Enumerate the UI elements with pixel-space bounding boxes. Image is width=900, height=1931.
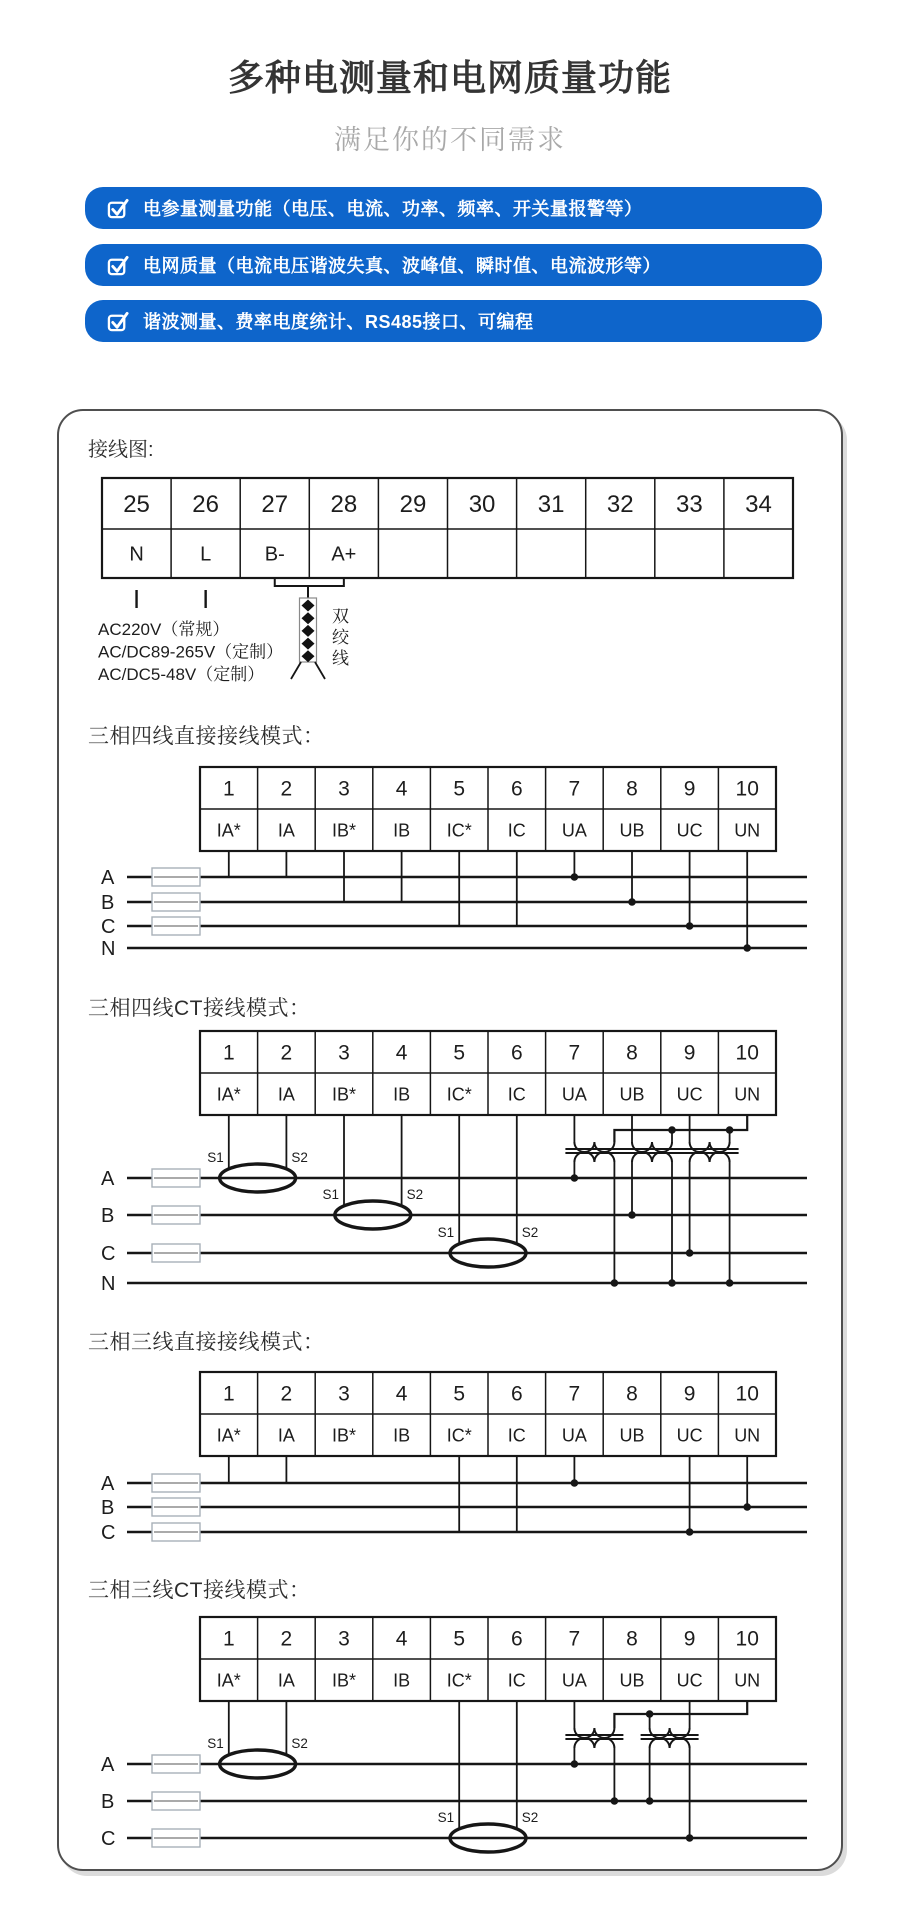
terminal-label: IB	[393, 1084, 411, 1105]
terminal-number: 1	[222, 1041, 235, 1065]
terminal-number: 28	[330, 491, 358, 519]
junction-dot	[571, 1174, 579, 1182]
fuse-icon	[152, 893, 200, 911]
phase-label: C	[101, 1522, 116, 1544]
junction-dot	[743, 1503, 751, 1511]
terminal-number: 10	[735, 777, 759, 801]
terminal-label: IA*	[216, 820, 241, 841]
phase-label: C	[101, 1828, 116, 1850]
phase-label: A	[101, 867, 115, 889]
junction-dot	[743, 944, 751, 952]
junction-dot	[646, 1797, 654, 1805]
phase-label: B	[101, 1497, 115, 1519]
feature-banner-1	[85, 187, 822, 229]
terminal-label: UC	[676, 1084, 703, 1105]
fuse-icon	[152, 868, 200, 886]
ct-coil	[207, 1701, 308, 1778]
terminal-label: UN	[734, 1425, 761, 1446]
checkbox-icon	[107, 310, 130, 333]
checkbox-icon	[107, 254, 130, 277]
ct-s2-label: S2	[521, 1810, 539, 1825]
ct-s2-label: S2	[521, 1225, 539, 1240]
fuse-icon	[152, 1244, 200, 1262]
terminal-label: IB	[393, 820, 411, 841]
diagram-title-four-wire-direct: 三相四线直接接线模式：	[88, 725, 325, 748]
terminal-number: 31	[537, 491, 565, 519]
feature-banner-2	[85, 244, 822, 286]
terminal-label: B-	[264, 543, 285, 566]
terminal-number: 6	[510, 1382, 523, 1406]
terminal-number: 33	[675, 491, 703, 519]
ct-coil	[207, 1115, 308, 1192]
ct-coil	[438, 1115, 539, 1267]
junction-dot	[628, 898, 636, 906]
phase-label: C	[101, 1243, 116, 1265]
phase-label: A	[101, 1473, 115, 1495]
terminal-number: 7	[568, 1382, 581, 1406]
phase-label: B	[101, 1205, 115, 1227]
terminal-number: 4	[395, 1382, 408, 1406]
power-option-label: AC/DC5-48V（定制）	[98, 665, 265, 684]
pt-transformer	[681, 1142, 739, 1162]
pt-transformer	[623, 1142, 681, 1162]
terminal-label: IC	[507, 820, 526, 841]
terminal-label: A+	[331, 543, 357, 566]
terminal-label: IB*	[331, 820, 357, 841]
ct-coil	[322, 1115, 423, 1229]
feature-label: 谐波测量、费率电度统计、RS485接口、可编程	[143, 312, 534, 332]
terminal-label: UA	[561, 1084, 587, 1105]
phase-label: B	[101, 892, 115, 914]
terminal-number: 8	[626, 1382, 638, 1406]
terminal-label: IA	[277, 1425, 295, 1446]
page-subtitle: 满足你的不同需求	[334, 125, 566, 155]
terminal-number: 8	[626, 1627, 638, 1651]
junction-dot	[686, 1249, 694, 1257]
feature-label: 电网质量（电流电压谐波失真、波峰值、瞬时值、电流波形等）	[143, 256, 661, 276]
terminal-label: IC	[507, 1670, 526, 1691]
ct-s2-label: S2	[291, 1150, 308, 1165]
junction-dot	[628, 1211, 636, 1219]
junction-dot	[686, 1834, 694, 1842]
terminal-number: 6	[510, 1627, 523, 1651]
terminal-label: IB	[393, 1670, 411, 1691]
ct-s1-label: S1	[437, 1225, 455, 1240]
terminal-label: UB	[619, 1670, 645, 1691]
terminal-number: 5	[453, 1627, 466, 1651]
terminal-label: UB	[619, 820, 645, 841]
terminal-number: 9	[683, 1041, 696, 1065]
checkbox-icon	[107, 197, 130, 220]
terminal-number: 2	[280, 1382, 293, 1406]
terminal-label: UB	[619, 1084, 645, 1105]
terminal-number: 1	[222, 1382, 235, 1406]
terminal-label: UN	[734, 1670, 761, 1691]
terminal-number: 2	[280, 1627, 293, 1651]
terminal-number: 27	[261, 491, 289, 519]
junction-dot	[686, 1528, 694, 1536]
feature-label: 电参量测量功能（电压、电流、功率、频率、开关量报警等）	[143, 199, 643, 219]
terminal-label: IB*	[331, 1670, 357, 1691]
terminal-number: 10	[735, 1382, 759, 1406]
wiring-box-label: 接线图:	[88, 439, 154, 461]
terminal-label: UC	[676, 1670, 703, 1691]
terminal-label: UC	[676, 1425, 703, 1446]
diagram-four-wire-direct-svg	[95, 758, 810, 963]
terminal-label: IA	[277, 1670, 295, 1691]
terminal-label: UA	[561, 1670, 587, 1691]
terminal-number: 25	[123, 491, 150, 519]
power-terminal-strip-svg	[95, 472, 810, 702]
fuse-icon	[152, 1169, 200, 1187]
terminal-number: 10	[735, 1627, 759, 1651]
terminal-number: 6	[510, 1041, 523, 1065]
junction-dot	[571, 1760, 579, 1768]
terminal-label: IC	[507, 1425, 526, 1446]
twisted-pair-label: 线	[332, 649, 349, 668]
terminal-label: IB*	[331, 1425, 357, 1446]
ct-s1-label: S1	[437, 1810, 455, 1825]
junction-dot	[611, 1797, 619, 1805]
ct-s1-label: S1	[322, 1187, 339, 1202]
diagram-title-four-wire-ct: 三相四线CT接线模式：	[88, 997, 311, 1020]
terminal-label: N	[129, 543, 144, 566]
terminal-number: 26	[192, 491, 220, 519]
terminal-number: 4	[395, 1627, 408, 1651]
fuse-icon	[152, 1498, 200, 1516]
terminal-label: UC	[676, 820, 703, 841]
junction-dot	[571, 873, 579, 881]
terminal-label: IA*	[216, 1425, 241, 1446]
terminal-number: 2	[280, 777, 293, 801]
terminal-number: 7	[568, 1627, 581, 1651]
phase-label: B	[101, 1791, 115, 1813]
terminal-number: 6	[510, 777, 523, 801]
terminal-number: 30	[468, 491, 496, 519]
terminal-number: 3	[338, 1382, 350, 1406]
terminal-number: 1	[222, 777, 235, 801]
terminal-number: 7	[568, 777, 581, 801]
diagram-title-three-wire-ct: 三相三线CT接线模式：	[88, 1579, 311, 1602]
power-option-label: AC220V（常规）	[98, 620, 230, 639]
twisted-pair-icon	[291, 598, 325, 679]
feature-banner-3	[85, 300, 822, 342]
terminal-number: 5	[453, 777, 466, 801]
pair-bracket	[275, 578, 344, 598]
terminal-number: 8	[626, 1041, 638, 1065]
ct-s2-label: S2	[406, 1187, 424, 1202]
terminal-label: UN	[734, 1084, 761, 1105]
phase-label: N	[101, 938, 116, 960]
terminal-label: IB	[393, 1425, 411, 1446]
twisted-pair-label: 双	[332, 607, 349, 626]
terminal-number: 9	[683, 1382, 696, 1406]
terminal-label: IA*	[216, 1670, 241, 1691]
terminal-label: IC*	[446, 1084, 472, 1105]
terminal-label: IC*	[446, 1670, 472, 1691]
fuse-icon	[152, 917, 200, 935]
terminal-number: 4	[395, 777, 408, 801]
terminal-number: 3	[338, 1041, 350, 1065]
terminal-label: IC	[507, 1084, 526, 1105]
terminal-number: 34	[745, 491, 772, 519]
terminal-label: IA	[277, 1084, 295, 1105]
ct-s1-label: S1	[207, 1150, 224, 1165]
terminal-label: UA	[561, 820, 587, 841]
pt-transformer	[565, 1142, 623, 1162]
pt-transformer	[641, 1728, 699, 1748]
junction-dot	[686, 922, 694, 930]
terminal-label: IA*	[216, 1084, 241, 1105]
terminal-number: 29	[399, 491, 427, 519]
terminal-number: 5	[453, 1041, 466, 1065]
terminal-label: IA	[277, 820, 295, 841]
phase-label: C	[101, 916, 116, 938]
terminal-number: 10	[735, 1041, 759, 1065]
power-option-label: AC/DC89-265V（定制）	[98, 642, 284, 662]
terminal-number: 1	[222, 1627, 235, 1651]
fuse-icon	[152, 1829, 200, 1847]
terminal-label: L	[200, 543, 212, 566]
terminal-number: 8	[626, 777, 638, 801]
diagram-title-three-wire-direct: 三相三线直接接线模式：	[88, 1331, 325, 1354]
fuse-icon	[152, 1755, 200, 1773]
terminal-number: 9	[683, 1627, 696, 1651]
fuse-icon	[152, 1474, 200, 1492]
twisted-pair-label: 绞	[332, 628, 349, 647]
fuse-icon	[152, 1523, 200, 1541]
terminal-label: IC*	[446, 820, 472, 841]
terminal-label: UN	[734, 820, 761, 841]
terminal-number: 3	[338, 777, 350, 801]
fuse-icon	[152, 1792, 200, 1810]
junction-dot	[726, 1279, 734, 1287]
ct-coil	[438, 1701, 539, 1852]
phase-label: N	[101, 1273, 116, 1295]
junction-dot	[611, 1279, 619, 1287]
phase-label: A	[101, 1754, 115, 1776]
terminal-number: 7	[568, 1041, 581, 1065]
pt-transformer	[565, 1728, 623, 1748]
page-title: 多种电测量和电网质量功能	[227, 57, 672, 98]
terminal-label: IB*	[331, 1084, 357, 1105]
fuse-icon	[152, 1206, 200, 1224]
terminal-number: 9	[683, 777, 696, 801]
terminal-number: 32	[606, 491, 634, 519]
junction-dot	[668, 1279, 676, 1287]
ct-s1-label: S1	[207, 1736, 224, 1751]
phase-label: A	[101, 1168, 115, 1190]
ct-s2-label: S2	[291, 1736, 308, 1751]
junction-dot	[571, 1479, 579, 1487]
terminal-number: 3	[338, 1627, 350, 1651]
un-bus	[614, 1701, 747, 1728]
diagram-three-wire-ct-svg	[95, 1608, 810, 1856]
diagram-four-wire-ct-svg	[95, 1022, 810, 1307]
terminal-number: 5	[453, 1382, 466, 1406]
terminal-label: UB	[619, 1425, 645, 1446]
terminal-label: UA	[561, 1425, 587, 1446]
diagram-three-wire-direct-svg	[95, 1362, 810, 1547]
terminal-number: 4	[395, 1041, 408, 1065]
terminal-label: IC*	[446, 1425, 472, 1446]
terminal-number: 2	[280, 1041, 293, 1065]
